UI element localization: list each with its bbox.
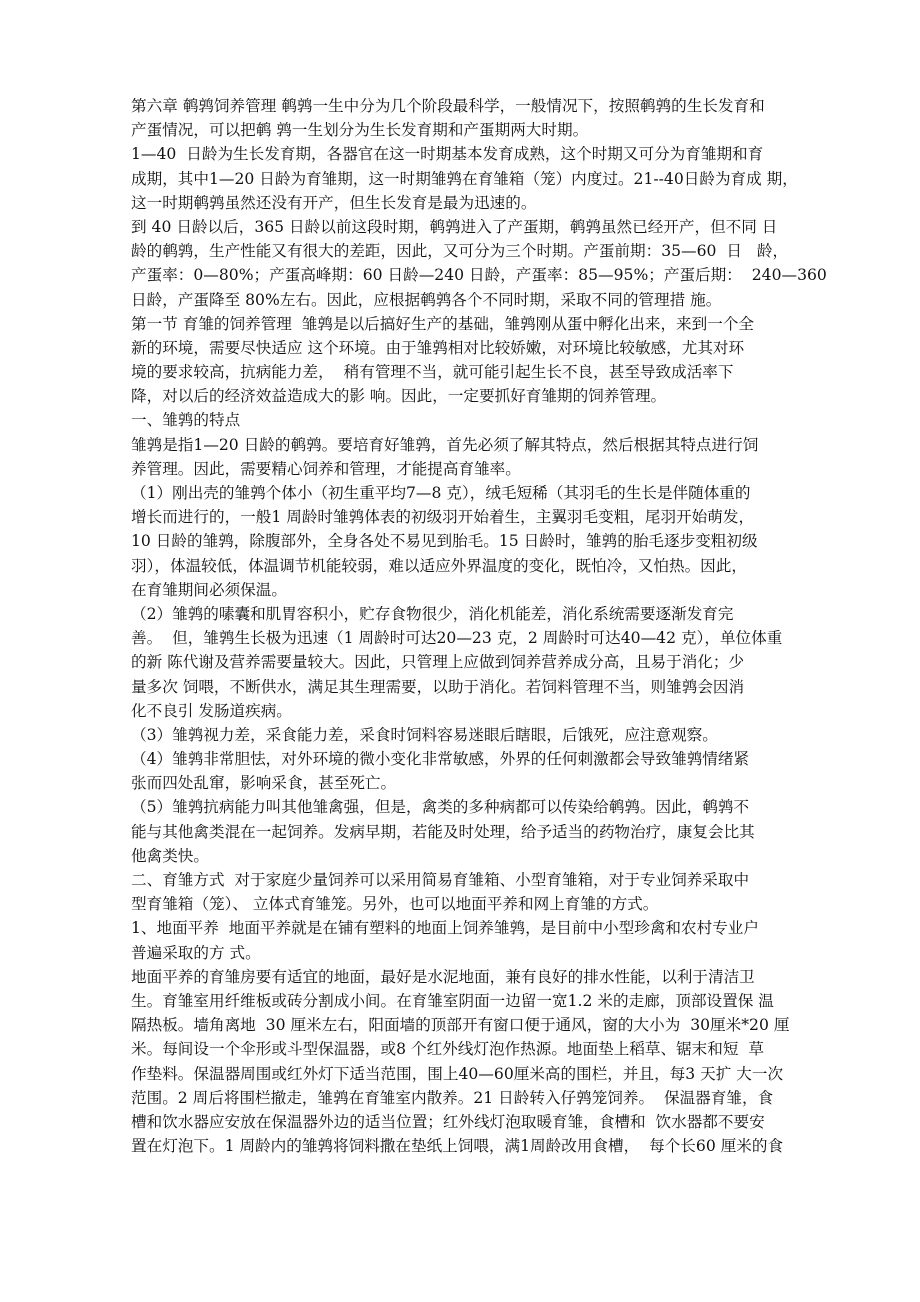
text-line: 地面平养的育雏房要有适宜的地面，最好是水泥地面，兼有良好的排水性能，以利于清洁卫 xyxy=(131,967,755,986)
text-line: 普遍采取的方 式。 xyxy=(131,943,261,962)
text-line: 产蛋率：0—80%；产蛋高峰期：60 日龄—240 日龄，产蛋率：85—95%；产蛋后期： 240—360 xyxy=(131,266,827,285)
text-line: 作垫料。保温器周围或红外灯下适当范围，围上40—60厘米高的围栏，并且，每3 天扩 大一次 xyxy=(131,1064,784,1083)
text-line: 能与其他禽类混在一起饲养。发病早期，若能及时处理，给予适当的药物治疗，康复会比其 xyxy=(131,822,755,841)
text-line: 他禽类快。 xyxy=(131,846,209,865)
text-line: 雏鹑是指1—20 日龄的鹌鹑。要培育好雏鹑，首先必须了解其特点，然后根据其特点进行饲 xyxy=(131,435,759,454)
text-line: 增长而进行的，一般1 周龄时雏鹑体表的初级羽开始着生，主翼羽毛变粗，尾羽开始萌发， xyxy=(131,508,755,527)
text-line: 一、雏鹑的特点 xyxy=(131,411,241,430)
text-line: 米。每间设一个伞形或斗型保温器，或8 个红外线灯泡作热源。地面垫上稻草、锯末和短 草 xyxy=(131,1040,764,1059)
text-line: 1、地面平养 地面平养就是在铺有塑料的地面上饲养雏鹑，是目前中小型珍禽和农村专业户 xyxy=(131,919,759,938)
text-line: （5）雏鹑抗病能力叫其他雏禽强，但是，禽类的多种病都可以传染给鹌鹑。因此，鹌鹑不 xyxy=(131,798,750,817)
text-line: 型育雏箱（笼）、 立体式育雏笼。另外，也可以地面平养和网上育雏的方式。 xyxy=(131,895,659,914)
text-line: 10 日龄的雏鹑，除腹部外，全身各处不易见到胎毛。15 日龄时，雏鹑的胎毛逐步变粗初级 xyxy=(131,532,758,551)
text-line: （1）刚出壳的雏鹑个体小（初生重平均7—8 克），绒毛短稀（其羽毛的生长是伴随体重的 xyxy=(131,484,751,502)
text-line: 第六章 鹌鹑饲养管理 鹌鹑一生中分为几个阶段最科学，一般情况下，按照鹌鹑的生长发育和 xyxy=(131,97,765,115)
text-line: 龄的鹌鹑，生产性能又有很大的差距，因此，又可分为三个时期。产蛋前期：35—60 日 龄， xyxy=(131,242,789,261)
text-line: 善。 但，雏鹑生长极为迅速（1 周龄时可达20—23 克，2 周龄时可达40—42 克），单位体重 xyxy=(131,629,783,648)
text-line: 的新 陈代谢及营养需要量较大。因此，只管理上应做到饲养营养成分高，且易于消化；少 xyxy=(131,653,745,672)
text-line: 1—40 日龄为生长发育期，各器官在这一时期基本发育成熟，这个时期又可分为育雏期和育 xyxy=(131,145,764,164)
text-line: 置在灯泡下。1 周龄内的雏鹑将饲料撒在垫纸上饲喂，满1周龄改用食槽， 每个长60 厘米的食 xyxy=(131,1137,784,1156)
text-line: 第一节 育雏的饲养管理 雏鹑是以后搞好生产的基础，雏鹑刚从蛋中孵化出来，来到一个全 xyxy=(131,314,755,333)
text-line: 日龄，产蛋降至 80%左右。因此，应根据鹌鹑各个不同时期，采取不同的管理措 施。 xyxy=(131,290,722,309)
text-line: 羽），体温较低，体温调节机能较弱，难以适应外界温度的变化，既怕冷，又怕热。因此， xyxy=(131,556,747,575)
text-line: 量多次 饲喂，不断供水，满足其生理需要，以助于消化。若饲料管理不当，则雏鹑会因消 xyxy=(131,677,745,696)
text-line: （3）雏鹑视力差，采食能力差，采食时饲料容易迷眼后瞎眼，后饿死，应注意观察。 xyxy=(131,725,718,744)
document-page xyxy=(131,94,827,1158)
text-line: 降，对以后的经济效益造成大的影 响。因此，一定要抓好育雏期的饲养管理。 xyxy=(131,387,667,406)
text-line: 成期，其中1—20 日龄为育雏期，这一时期雏鹑在育雏箱（笼）内度过。21--40日龄为育成 期， xyxy=(131,169,798,188)
text-line: 二、育雏方式 对于家庭少量饲养可以采用简易育雏箱、小型育雏箱，对于专业饲养采取中 xyxy=(131,871,750,889)
text-line: 张而四处乱窜，影响采食，甚至死亡。 xyxy=(131,774,397,793)
text-line: 产蛋情况，可以把鹌 鹑一生划分为生长发育期和产蛋期两大时期。 xyxy=(131,121,589,140)
text-line: 到 40 日龄以后，365 日龄以前这段时期，鹌鹑进入了产蛋期，鹌鹑虽然已经开产，但不同 日 xyxy=(131,217,778,236)
text-line: 化不良引 发肠道疾病。 xyxy=(131,701,292,720)
text-line: （4）雏鹑非常胆怯，对外环境的微小变化非常敏感，外界的任何刺激都会导致雏鹑情绪紧 xyxy=(131,750,750,769)
text-line: 生。育雏室用纤维板或砖分割成小间。在育雏室阴面一边留一宽1.2 米的走廊，顶部设置保 温 xyxy=(131,991,774,1010)
text-line: 在育雏期间必须保温。 xyxy=(131,580,287,599)
text-line: 养管理。因此，需要精心饲养和管理，才能提高育雏率。 xyxy=(131,459,521,478)
text-line: 新的环境，需要尽快适应 这个环境。由于雏鹑相对比较娇嫩，对环境比较敏感，尤其对环 xyxy=(131,338,745,357)
text-line: 槽和饮水器应安放在保温器外边的适当位置；红外线灯泡取暖育雏，食槽和 饮水器都不要安 xyxy=(131,1112,765,1131)
text-line: 隔热板。墙角离地 30 厘米左右，阳面墙的顶部开有窗口便于通风，窗的大小为 30厘米*20 厘 xyxy=(131,1016,790,1035)
text-line: 境的要求较高，抗病能力差， 稍有管理不当，就可能引起生长不良，甚至导致成活率下 xyxy=(131,363,734,382)
text-line: （2）雏鹑的嗉囊和肌胃容积小，贮存食物很少，消化机能差，消化系统需要逐渐发育完 xyxy=(131,604,734,623)
text-line: 范围。2 周后将围栏撤走，雏鹑在育雏室内散养。21 日龄转入仔鹑笼饲养。 保温器育雏，食 xyxy=(131,1088,774,1107)
text-line: 这一时期鹌鹑虽然还没有开产，但生长发育是最为迅速的。 xyxy=(131,193,537,212)
